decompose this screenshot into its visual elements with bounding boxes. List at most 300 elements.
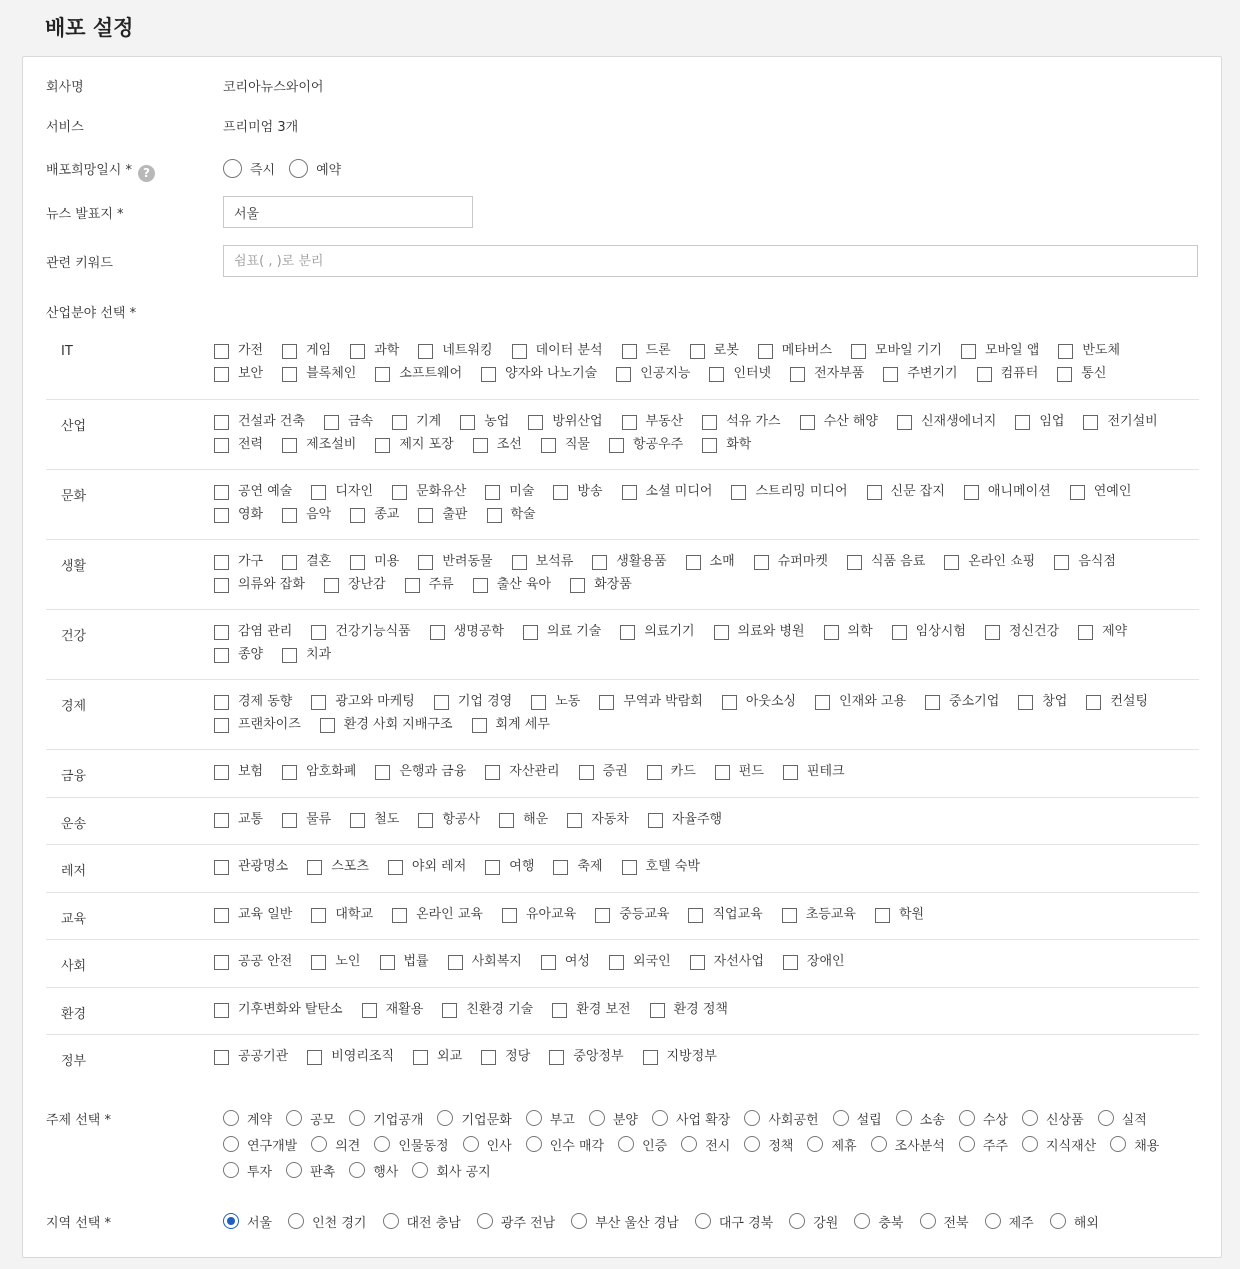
industry-checkbox[interactable] [531,694,580,710]
industry-checkbox[interactable] [650,1002,728,1018]
checkbox-box[interactable] [214,648,229,663]
industry-checkbox[interactable] [620,624,694,640]
industry-checkbox[interactable] [553,484,602,500]
industry-checkbox[interactable] [350,812,399,828]
checkbox-box[interactable] [1015,415,1030,430]
industry-checkbox[interactable] [925,694,999,710]
industry-checkbox[interactable] [320,717,453,733]
topic-radio[interactable] [1022,1109,1084,1127]
topic-radio[interactable] [223,1109,272,1127]
radio-circle[interactable] [223,1110,239,1126]
industry-checkbox[interactable] [1054,554,1116,570]
industry-checkbox[interactable] [622,343,671,359]
checkbox-box[interactable] [350,508,365,523]
industry-checkbox[interactable] [307,1049,394,1065]
industry-checkbox[interactable] [473,437,522,453]
industry-checkbox[interactable] [1058,343,1120,359]
checkbox-box[interactable] [709,367,724,382]
checkbox-box[interactable] [1018,695,1033,710]
checkbox-box[interactable] [282,438,297,453]
checkbox-box[interactable] [214,344,229,359]
industry-checkbox[interactable] [686,554,735,570]
checkbox-box[interactable] [790,367,805,382]
industry-checkbox[interactable] [599,694,702,710]
radio-circle[interactable] [681,1136,697,1152]
topic-radio[interactable] [223,1135,297,1153]
topic-radio[interactable] [1110,1135,1159,1153]
checkbox-box[interactable] [977,367,992,382]
topic-radio[interactable] [618,1135,667,1153]
industry-checkbox[interactable] [485,764,559,780]
checkbox-box[interactable] [282,765,297,780]
checkbox-box[interactable] [1054,555,1069,570]
industry-checkbox[interactable] [800,414,878,430]
industry-checkbox[interactable] [502,907,576,923]
radio-circle[interactable] [1022,1136,1038,1152]
industry-checkbox[interactable] [473,577,551,593]
industry-checkbox[interactable] [282,764,356,780]
industry-checkbox[interactable] [324,577,386,593]
industry-checkbox[interactable] [883,366,957,382]
checkbox-box[interactable] [324,415,339,430]
industry-checkbox[interactable] [214,554,263,570]
industry-checkbox[interactable] [702,437,751,453]
checkbox-box[interactable] [392,908,407,923]
checkbox-box[interactable] [434,695,449,710]
industry-checkbox[interactable] [350,343,399,359]
checkbox-box[interactable] [592,555,607,570]
checkbox-box[interactable] [570,578,585,593]
checkbox-box[interactable] [616,367,631,382]
radio-circle[interactable] [437,1110,453,1126]
industry-checkbox[interactable] [472,717,550,733]
region-radio[interactable] [695,1212,773,1230]
checkbox-box[interactable] [392,415,407,430]
checkbox-box[interactable] [350,344,365,359]
industry-checkbox[interactable] [790,366,864,382]
checkbox-box[interactable] [815,695,830,710]
schedule-option-reserve[interactable] [289,159,341,177]
topic-radio[interactable] [589,1109,638,1127]
industry-checkbox[interactable] [392,414,441,430]
checkbox-box[interactable] [320,718,335,733]
checkbox-box[interactable] [214,485,229,500]
industry-checkbox[interactable] [512,554,574,570]
checkbox-box[interactable] [214,578,229,593]
checkbox-box[interactable] [783,765,798,780]
checkbox-box[interactable] [528,415,543,430]
industry-checkbox[interactable] [214,366,263,382]
industry-checkbox[interactable] [754,554,828,570]
region-radio[interactable] [789,1212,838,1230]
checkbox-box[interactable] [481,1050,496,1065]
checkbox-box[interactable] [595,908,610,923]
checkbox-box[interactable] [715,765,730,780]
checkbox-box[interactable] [375,367,390,382]
industry-checkbox[interactable] [592,554,666,570]
industry-checkbox[interactable] [499,812,548,828]
checkbox-box[interactable] [1083,415,1098,430]
industry-checkbox[interactable] [647,764,696,780]
industry-checkbox[interactable] [523,624,601,640]
industry-checkbox[interactable] [851,343,942,359]
checkbox-box[interactable] [851,344,866,359]
checkbox-box[interactable] [214,813,229,828]
industry-checkbox[interactable] [570,577,632,593]
industry-checkbox[interactable] [643,1049,717,1065]
radio-circle[interactable] [833,1110,849,1126]
radio-circle[interactable] [1050,1213,1066,1229]
checkbox-box[interactable] [375,438,390,453]
industry-checkbox[interactable] [758,343,832,359]
checkbox-box[interactable] [622,415,637,430]
industry-checkbox[interactable] [1083,414,1157,430]
checkbox-box[interactable] [579,765,594,780]
checkbox-box[interactable] [622,344,637,359]
region-radio[interactable] [854,1212,903,1230]
checkbox-box[interactable] [418,555,433,570]
topic-radio[interactable] [286,1161,335,1179]
checkbox-box[interactable] [380,955,395,970]
industry-checkbox[interactable] [214,507,263,523]
industry-checkbox[interactable] [460,414,509,430]
topic-radio[interactable] [807,1135,856,1153]
checkbox-box[interactable] [622,485,637,500]
checkbox-box[interactable] [648,813,663,828]
radio-circle[interactable] [223,1136,239,1152]
checkbox-box[interactable] [567,813,582,828]
industry-checkbox[interactable] [961,343,1039,359]
industry-checkbox[interactable] [1015,414,1064,430]
question-circle-icon[interactable]: ? [138,165,155,182]
industry-checkbox[interactable] [214,717,301,733]
industry-checkbox[interactable] [418,812,480,828]
checkbox-box[interactable] [418,813,433,828]
checkbox-box[interactable] [541,955,556,970]
checkbox-box[interactable] [1057,367,1072,382]
radio-circle[interactable] [526,1110,542,1126]
radio-circle[interactable] [1022,1110,1038,1126]
industry-checkbox[interactable] [214,859,288,875]
checkbox-box[interactable] [690,955,705,970]
checkbox-box[interactable] [875,908,890,923]
checkbox-box[interactable] [499,813,514,828]
industry-checkbox[interactable] [380,954,429,970]
industry-checkbox[interactable] [690,343,739,359]
industry-checkbox[interactable] [311,694,414,710]
topic-radio[interactable] [1098,1109,1147,1127]
industry-checkbox[interactable] [867,484,945,500]
checkbox-box[interactable] [473,438,488,453]
industry-checkbox[interactable] [1078,624,1127,640]
topic-radio[interactable] [223,1161,272,1179]
industry-checkbox[interactable] [282,554,331,570]
topic-radio[interactable] [526,1109,575,1127]
industry-checkbox[interactable] [214,577,305,593]
radio-circle[interactable] [463,1136,479,1152]
checkbox-box[interactable] [609,955,624,970]
industry-checkbox[interactable] [362,1002,424,1018]
region-radio[interactable] [1050,1212,1099,1230]
dateline-input[interactable] [223,196,473,228]
industry-checkbox[interactable] [375,437,453,453]
industry-checkbox[interactable] [1086,694,1148,710]
industry-checkbox[interactable] [214,907,292,923]
industry-checkbox[interactable] [485,859,534,875]
checkbox-box[interactable] [599,695,614,710]
checkbox-box[interactable] [702,415,717,430]
industry-checkbox[interactable] [282,366,356,382]
checkbox-box[interactable] [1070,485,1085,500]
industry-checkbox[interactable] [622,484,713,500]
radio-circle[interactable] [477,1213,493,1229]
checkbox-box[interactable] [418,344,433,359]
checkbox-box[interactable] [944,555,959,570]
checkbox-box[interactable] [985,625,1000,640]
topic-radio[interactable] [959,1135,1008,1153]
radio-circle[interactable] [652,1110,668,1126]
region-radio[interactable] [985,1212,1034,1230]
checkbox-box[interactable] [311,695,326,710]
industry-checkbox[interactable] [528,414,602,430]
checkbox-box[interactable] [622,860,637,875]
industry-checkbox[interactable] [964,484,1051,500]
industry-checkbox[interactable] [311,954,360,970]
checkbox-box[interactable] [448,955,463,970]
checkbox-box[interactable] [405,578,420,593]
region-radio[interactable] [920,1212,969,1230]
checkbox-box[interactable] [961,344,976,359]
checkbox-box[interactable] [892,625,907,640]
industry-checkbox[interactable] [214,764,263,780]
industry-checkbox[interactable] [434,694,512,710]
checkbox-box[interactable] [782,908,797,923]
industry-checkbox[interactable] [714,624,805,640]
checkbox-box[interactable] [620,625,635,640]
topic-radio[interactable] [437,1109,511,1127]
radio-circle[interactable] [286,1110,302,1126]
checkbox-box[interactable] [282,344,297,359]
checkbox-box[interactable] [282,508,297,523]
region-radio[interactable] [223,1212,272,1230]
industry-checkbox[interactable] [824,624,873,640]
radio-circle[interactable] [920,1213,936,1229]
radio-circle[interactable] [349,1110,365,1126]
radio-circle[interactable] [571,1213,587,1229]
radio-circle[interactable] [374,1136,390,1152]
topic-radio[interactable] [412,1161,490,1179]
checkbox-box[interactable] [311,485,326,500]
industry-checkbox[interactable] [552,1002,630,1018]
checkbox-box[interactable] [722,695,737,710]
topic-radio[interactable] [1022,1135,1096,1153]
industry-checkbox[interactable] [311,624,410,640]
checkbox-box[interactable] [214,860,229,875]
radio-circle[interactable] [311,1136,327,1152]
region-radio[interactable] [288,1212,366,1230]
checkbox-box[interactable] [702,438,717,453]
radio-circle[interactable] [744,1110,760,1126]
industry-checkbox[interactable] [579,764,628,780]
industry-checkbox[interactable] [214,1002,343,1018]
checkbox-box[interactable] [214,625,229,640]
industry-checkbox[interactable] [1057,366,1106,382]
checkbox-box[interactable] [350,813,365,828]
checkbox-box[interactable] [282,813,297,828]
industry-checkbox[interactable] [1018,694,1067,710]
checkbox-box[interactable] [541,438,556,453]
checkbox-box[interactable] [362,1003,377,1018]
industry-checkbox[interactable] [985,624,1059,640]
checkbox-box[interactable] [311,625,326,640]
radio-circle[interactable] [223,159,242,178]
industry-checkbox[interactable] [430,624,504,640]
checkbox-box[interactable] [214,1003,229,1018]
checkbox-box[interactable] [754,555,769,570]
checkbox-box[interactable] [350,555,365,570]
industry-checkbox[interactable] [783,764,845,780]
checkbox-box[interactable] [925,695,940,710]
checkbox-box[interactable] [418,508,433,523]
industry-checkbox[interactable] [282,647,331,663]
checkbox-box[interactable] [324,578,339,593]
industry-checkbox[interactable] [782,907,856,923]
industry-checkbox[interactable] [622,414,684,430]
topic-radio[interactable] [286,1109,335,1127]
industry-checkbox[interactable] [688,907,762,923]
topic-radio[interactable] [526,1135,604,1153]
region-radio[interactable] [477,1212,555,1230]
checkbox-box[interactable] [731,485,746,500]
industry-checkbox[interactable] [622,859,700,875]
checkbox-box[interactable] [824,625,839,640]
radio-circle[interactable] [959,1110,975,1126]
topic-radio[interactable] [652,1109,730,1127]
region-radio[interactable] [571,1212,679,1230]
checkbox-box[interactable] [214,508,229,523]
industry-checkbox[interactable] [977,366,1039,382]
industry-checkbox[interactable] [709,366,771,382]
checkbox-box[interactable] [460,415,475,430]
checkbox-box[interactable] [553,860,568,875]
radio-circle[interactable] [1110,1136,1126,1152]
radio-circle[interactable] [985,1213,1001,1229]
industry-checkbox[interactable] [307,859,369,875]
checkbox-box[interactable] [388,860,403,875]
checkbox-box[interactable] [485,765,500,780]
radio-circle[interactable] [288,1213,304,1229]
industry-checkbox[interactable] [282,507,331,523]
industry-checkbox[interactable] [553,859,602,875]
checkbox-box[interactable] [553,485,568,500]
radio-circle[interactable] [896,1110,912,1126]
region-radio[interactable] [383,1212,461,1230]
checkbox-box[interactable] [549,1050,564,1065]
industry-checkbox[interactable] [487,507,536,523]
industry-checkbox[interactable] [214,694,292,710]
industry-checkbox[interactable] [847,554,925,570]
radio-circle[interactable] [959,1136,975,1152]
checkbox-box[interactable] [307,1050,322,1065]
checkbox-box[interactable] [512,555,527,570]
industry-checkbox[interactable] [405,577,454,593]
checkbox-box[interactable] [214,765,229,780]
topic-radio[interactable] [959,1109,1008,1127]
industry-checkbox[interactable] [567,812,629,828]
radio-circle[interactable] [854,1213,870,1229]
industry-checkbox[interactable] [282,437,356,453]
topic-radio[interactable] [896,1109,945,1127]
radio-circle[interactable] [695,1213,711,1229]
checkbox-box[interactable] [686,555,701,570]
industry-checkbox[interactable] [549,1049,623,1065]
radio-circle[interactable] [1098,1110,1114,1126]
checkbox-box[interactable] [413,1050,428,1065]
industry-checkbox[interactable] [485,484,534,500]
industry-checkbox[interactable] [392,907,483,923]
industry-checkbox[interactable] [214,1049,288,1065]
checkbox-box[interactable] [214,367,229,382]
industry-checkbox[interactable] [214,954,292,970]
topic-radio[interactable] [871,1135,945,1153]
checkbox-box[interactable] [1078,625,1093,640]
industry-checkbox[interactable] [311,484,373,500]
checkbox-box[interactable] [650,1003,665,1018]
checkbox-box[interactable] [523,625,538,640]
industry-checkbox[interactable] [282,343,331,359]
checkbox-box[interactable] [800,415,815,430]
industry-checkbox[interactable] [541,954,590,970]
checkbox-box[interactable] [883,367,898,382]
checkbox-box[interactable] [688,908,703,923]
industry-checkbox[interactable] [648,812,722,828]
checkbox-box[interactable] [430,625,445,640]
checkbox-box[interactable] [1086,695,1101,710]
checkbox-box[interactable] [964,485,979,500]
checkbox-box[interactable] [609,438,624,453]
industry-checkbox[interactable] [690,954,764,970]
checkbox-box[interactable] [783,955,798,970]
industry-checkbox[interactable] [214,812,263,828]
checkbox-box[interactable] [282,555,297,570]
industry-checkbox[interactable] [375,764,466,780]
industry-checkbox[interactable] [442,1002,533,1018]
checkbox-box[interactable] [487,508,502,523]
checkbox-box[interactable] [214,555,229,570]
radio-circle[interactable] [412,1162,428,1178]
topic-radio[interactable] [744,1135,793,1153]
radio-circle[interactable] [223,1213,239,1229]
industry-checkbox[interactable] [375,366,462,382]
industry-checkbox[interactable] [214,624,292,640]
industry-checkbox[interactable] [418,343,492,359]
industry-checkbox[interactable] [214,437,263,453]
industry-checkbox[interactable] [715,764,764,780]
radio-circle[interactable] [286,1162,302,1178]
industry-checkbox[interactable] [609,437,683,453]
checkbox-box[interactable] [502,908,517,923]
checkbox-box[interactable] [214,718,229,733]
radio-circle[interactable] [526,1136,542,1152]
industry-checkbox[interactable] [388,859,466,875]
checkbox-box[interactable] [481,367,496,382]
industry-checkbox[interactable] [944,554,1035,570]
checkbox-box[interactable] [690,344,705,359]
checkbox-box[interactable] [311,908,326,923]
industry-checkbox[interactable] [595,907,669,923]
topic-radio[interactable] [681,1135,730,1153]
industry-checkbox[interactable] [413,1049,462,1065]
